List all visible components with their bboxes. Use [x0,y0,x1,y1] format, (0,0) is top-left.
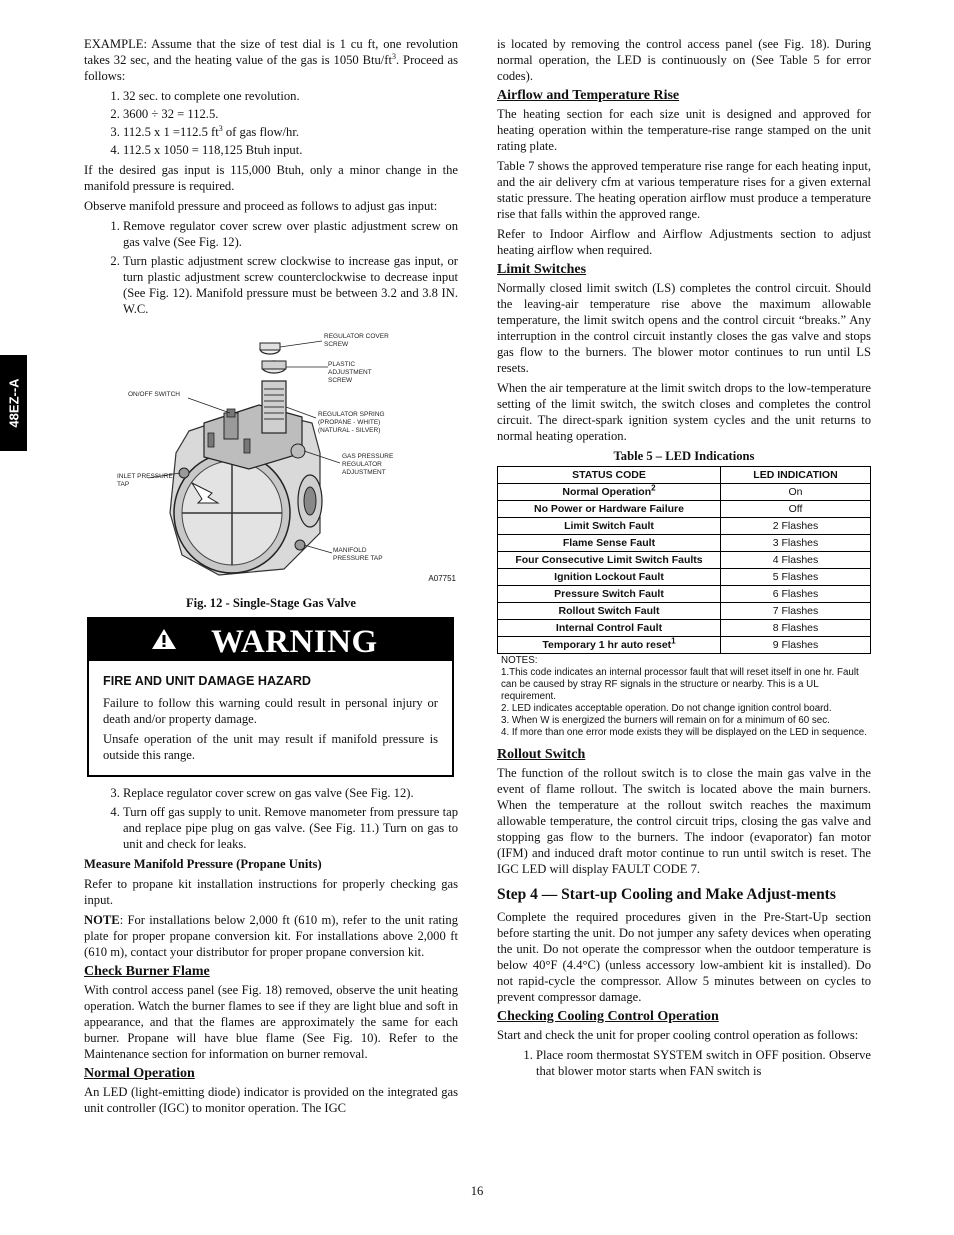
callout-regulator-cover-screw: REGULATOR COVER SCREW [324,333,389,348]
table-row [498,552,871,569]
cooling-steps [497,1047,871,1079]
warning-text: Unsafe operation of the unit may result if manifold pressure is outside this range. [103,732,438,762]
paragraph: The function of the rollout switch is to close the main gas valve in the event of flame rollout. The switch is located above the main burners. When the temperature at the rollout switch reaches the maximum allowable temperature, the control circuit trips, closing the gas valve and stopping gas flow to the burners. The indoor (evaporator) fan motor (IFM) and induced draft motor continue to run until switch is reset. The IGC LED will display FAULT CODE 7. [497,766,871,876]
table-row [498,535,871,552]
paragraph: Complete the required procedures given in the Pre-Start-Up section before starting the unit. Do not jumper any safety devices when operating the unit. Do not operate the compressor when the outdoor temperature is below 40°F (4.4°C) (unless accessory low-ambient kit is installed). Do not rapid-cycle the compressor. Allow 5 minutes between on cycles to prevent compressor damage. [497,910,871,1004]
note-line: NOTES: [501,655,538,666]
table-row [498,484,871,501]
adjust-steps [84,218,458,317]
section-heading: Limit Switches [497,262,587,277]
list-item: 2. Turn plastic adjustment screw clockwise to increase gas input, or turn plastic adjustment screw counterclockwise to decrease input (See Fig. 12). Manifold pressure must be between 3.2 and 3.8 IN. W.C. [123,253,458,317]
table-title: Table 5 – LED Indications [613,449,755,463]
led-indication: 9 Flashes [721,637,871,654]
table-row [498,603,871,620]
section-heading: Rollout Switch [497,747,586,762]
status-code: Four Consecutive Limit Switch Faults [498,552,721,569]
status-code: Limit Switch Fault [498,518,721,535]
list-item: 3. 112.5 x 1 =112.5 $ft^3$ of gas flow/hr. [123,124,458,140]
led-indication: 2 Flashes [721,518,871,535]
table-row [498,637,871,654]
hazard-title: FIRE AND UNIT DAMAGE HAZARD [103,674,312,688]
note-line: 2. LED indicates acceptable operation. Do not change ignition control board. [501,703,832,714]
post-steps [84,785,458,852]
example-steps [84,88,458,158]
list-item: 2. 3600 ÷ 32 = 112.5. [123,106,458,122]
status-code: Normal Operation$^2$ [498,484,721,501]
figure-caption: Fig. 12 - Single-Stage Gas Valve [185,596,357,610]
table-header-row [498,467,871,484]
led-indication: 8 Flashes [721,620,871,637]
table-row [498,586,871,603]
note-line: 1.This code indicates an internal processor fault that will reset itself in one hr. Fault can be caused by stray RF signals in the structure or nearby. This is a UL requirement. [501,667,859,702]
gas-valve-figure [84,323,458,591]
section-heading: Checking Cooling Control Operation [497,1009,719,1024]
paragraph: Refer to Indoor Airflow and Airflow Adjustments section to adjust heating airflow when required. [497,227,871,257]
warning-body [89,661,452,775]
step-heading: Step 4 — Start-up Cooling and Make Adjust-ments [497,886,836,903]
status-code: Temporary 1 hr auto reset$^1$ [498,637,721,654]
paragraph: Refer to propane kit installation instructions for properly checking gas input. [84,877,458,907]
section-heading: Measure Manifold Pressure (Propane Units) [84,857,322,871]
note-line: 3. When W is energized the burners will remain on for a minimum of 60 sec. [501,715,830,726]
list-item: 1. Place room thermostat SYSTEM switch in OFF position. Observe that blower motor starts when FAN switch is [536,1047,871,1079]
warning-title: WARNING [211,624,378,660]
paragraph: If the desired gas input is 115,000 Btuh, only a minor change in the manifold pressure is required. [84,163,458,193]
page-number: 16 [470,1184,484,1198]
paragraph: With control access panel (see Fig. 18) removed, observe the unit heating operation. Watch the burner flames to see if they are light blue and soft in appearance, and that the flames are approximately the same for each burner. Propane will have blue flame (See Fig. 10). Refer to the Maintenance section for information on burner removal. [84,983,458,1061]
left-column [84,36,458,1120]
status-code: Internal Control Fault [498,620,721,637]
callout-on-off-switch: ON/OFF SWITCH [128,391,180,398]
list-item: 4. 112.5 x 1050 = 118,125 Btuh input. [123,142,458,158]
list-item: 1. 32 sec. to complete one revolution. [123,88,458,104]
list-item: 4. Turn off gas supply to unit. Remove manometer from pressure tap and replace pipe plug on gas valve. (See Fig. 11.) Turn on gas to unit and check for leaks. [123,804,458,852]
led-indication: 4 Flashes [721,552,871,569]
paragraph: Start and check the unit for proper cooling control operation as follows: [497,1028,859,1042]
paragraph: An LED (light-emitting diode) indicator is provided on the integrated gas unit controller (IGC) to monitor operation. The IGC [84,1085,458,1115]
side-tab-label: 48EZ--A [6,378,21,428]
led-indication: 3 Flashes [721,535,871,552]
table-notes [501,655,871,739]
figure-id: A07751 [428,574,456,583]
status-code: Rollout Switch Fault [498,603,721,620]
status-code: Ignition Lockout Fault [498,569,721,586]
table-row [498,620,871,637]
section-heading: Check Burner Flame [84,964,210,979]
paragraph: is located by removing the control access panel (see Fig. 18). During normal operation, the LED is continuously on (See Table 5 for error codes). [497,37,871,83]
led-indication: 7 Flashes [721,603,871,620]
example-paragraph: EXAMPLE: Assume that the size of test dial is 1 cu ft, one revolution takes 32 sec, and the heating value of the gas is 1050 Btu/$ft^3$. Proceed as follows: [84,37,459,83]
status-code: No Power or Hardware Failure [498,501,721,518]
warning-triangle-icon [151,628,177,650]
paragraph: The heating section for each size unit is designed and approved for heating operation within the temperature-rise range stamped on the unit rating plate. [497,107,871,153]
section-heading: Airflow and Temperature Rise [497,88,680,103]
table-row [498,569,871,586]
list-item: 1. Remove regulator cover screw over plastic adjustment screw on gas valve (See Fig. 12). [123,218,458,250]
led-table [497,466,871,654]
warning-header [89,619,452,661]
table-row [498,501,871,518]
callout-plastic-adjustment-screw: PLASTIC ADJUSTMENT SCREW [328,361,372,384]
led-indication: Off [721,501,871,518]
status-code: Pressure Switch Fault [498,586,721,603]
right-column [497,36,871,1083]
paragraph: Normally closed limit switch (LS) completes the control circuit. Should the leaving-air temperature rise above the maximum allowable temperature, the limit switch opens and the control circuit “breaks.” Any interruption in the control circuit instantly closes the gas valve and stops gas flow to the burners. The blower motor continues to run until LS resets. [497,281,871,375]
note-line: 4. If more than one error mode exists they will be displayed on the LED in sequence. [501,727,867,738]
led-indication: 6 Flashes [721,586,871,603]
column-header: LED INDICATION [721,467,871,484]
callout-inlet-pressure-tap: INLET PRESSURE TAP [117,473,173,488]
warning-text: Failure to follow this warning could result in personal injury or death and/or property damage. [103,696,438,726]
section-heading: Normal Operation [84,1066,195,1081]
warning-box [87,617,454,777]
paragraph: Table 7 shows the approved temperature rise range for each heating input, and the air delivery cfm at various temperature rises for a given external static pressure. The heating operation airflow must produce a temperature rise that falls within the approved range. [497,159,871,221]
status-code: Flame Sense Fault [498,535,721,552]
led-indication: On [721,484,871,501]
table-row [498,518,871,535]
side-tab [0,355,27,451]
paragraph: Observe manifold pressure and proceed as follows to adjust gas input: [84,199,438,213]
callout-gas-pressure-regulator: GAS PRESSURE REGULATOR ADJUSTMENT [342,453,394,476]
note-paragraph: NOTE: For installations below 2,000 ft (610 m), refer to the unit rating plate for proper propane conversion kit. For installations above 2,000 ft (610 m), contact your distributor for proper propane conversion kit. [84,913,458,959]
list-item: 3. Replace regulator cover screw on gas valve (See Fig. 12). [123,785,458,801]
column-header: STATUS CODE [498,467,721,484]
callout-regulator-spring: REGULATOR SPRING (PROPANE - WHITE) (NATURAL - SILVER) [318,411,385,434]
callout-manifold-pressure-tap: MANIFOLD PRESSURE TAP [333,547,383,562]
paragraph: When the air temperature at the limit switch drops to the low-temperature setting of the limit switch, the switch closes and completes the control circuit. The direct-spark ignition system cycles and the unit returns to normal heating operation. [497,381,871,443]
led-indication: 5 Flashes [721,569,871,586]
